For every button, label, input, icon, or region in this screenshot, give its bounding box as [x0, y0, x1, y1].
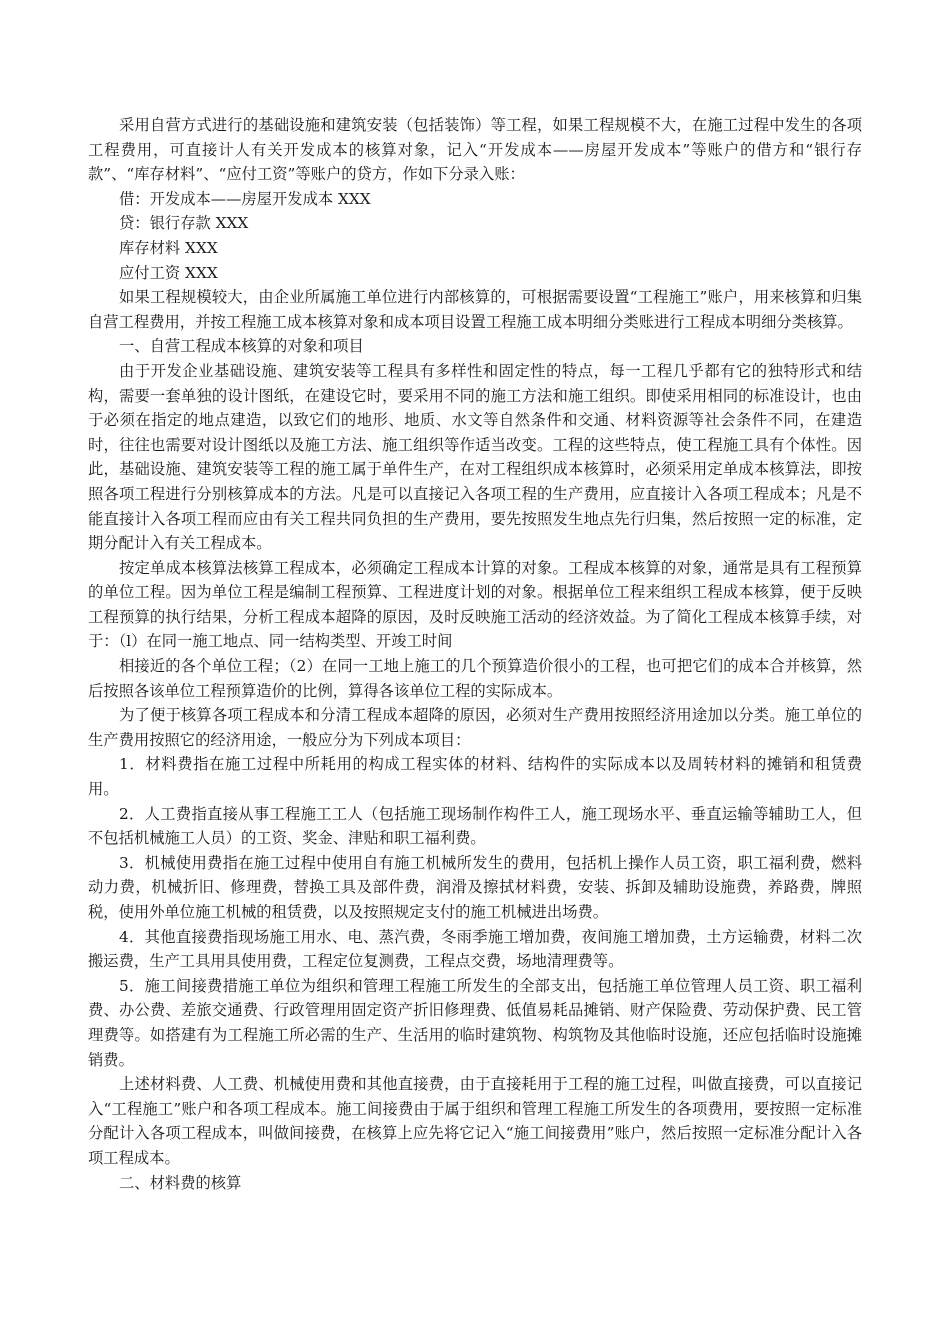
section-heading-1: 一、自营工程成本核算的对象和项目: [119, 337, 364, 356]
list-item-labor: 2．人工费指直接从事工程施工工人（包括施工现场制作构件工人，施工现场水平、垂直运输等辅助工人，但不包括机械施工人员）的工资、奖金、津贴和职工福利费。: [88, 804, 862, 848]
entry-debit: 借：开发成本——房屋开发成本 XXX: [119, 189, 371, 208]
paragraph-adjacent-units: 相接近的各个单位工程；（2）在同一工地上施工的几个预算造价很小的工程，也可把它们的成本合并核算，然后按照各该单位工程预算造价的比例，算得各该单位工程的实际成本。: [88, 657, 862, 700]
entry-credit-materials: 库存材料 XXX: [119, 238, 218, 257]
paragraph-order-costing: 按定单成本核算法核算工程成本，必须确定工程成本计算的对象。工程成本核算的对象，通常是具有工程预算的单位工程。因为单位工程是编制工程预算、工程进度计划的对象。根据单位工程来组织工程成本核算，便于反映工程预算的执行结果，分析工程成本超降的原因，及时反映施工活动的经济效益。为了简化工程成本核算手续，对于：（l）在同一施工地点、同一结构类型、开竣工时间: [88, 558, 862, 651]
section-heading-2: 二、材料费的核算: [119, 1173, 242, 1192]
paragraph-intro: 采用自营方式进行的基础设施和建筑安装（包括装饰）等工程，如果工程规模不大，在施工过程中发生的各项工程费用，可直接计人有关开发成本的核算对象，记入“开发成本——房屋开发成本”等账户的借方和“银行存款”、“库存材料”、“应付工资”等账户的贷方，作如下分录入账：: [88, 116, 862, 184]
list-item-other-direct: 4．其他直接费指现场施工用水、电、蒸汽费，冬雨季施工增加费，夜间施工增加费，土方运输费，材料二次搬运费，生产工具用具使用费，工程定位复测费，工程点交费，场地清理费等。: [88, 927, 862, 971]
paragraph-characteristics: 由于开发企业基础设施、建筑安装等工程具有多样性和固定性的特点，每一工程几乎都有它的独特形式和结构，需要一套单独的设计图纸，在建设它时，要采用不同的施工方法和施工组织。即使采用相同的标准设计，也由于必须在指定的地点建造，以致它们的地形、地质、水文等自然条件和交通、材料资源等社会条件不同，在建造时，往往也需要对设计图纸以及施工方法、施工组织等作适当改变。工程的这些特点，使工程施工具有个体性。因此，基础设施、建筑安装等工程的施工属于单件生产，在对工程组织成本核算时，必须采用定单成本核算法，即按照各项工程进行分别核算成本的方法。凡是可以直接记入各项工程的生产费用，应直接计入各项工程成本；凡是不能直接计入各项工程而应由有关工程共同负担的生产费用，要先按照发生地点先行归集，然后按照一定的标准，定期分配计入有关工程成本。: [88, 361, 862, 553]
paragraph-classification: 为了便于核算各项工程成本和分清工程成本超降的原因，必须对生产费用按照经济用途加以分类。施工单位的生产费用按照它的经济用途，一般应分为下列成本项目：: [88, 706, 862, 749]
list-item-machinery: 3．机械使用费指在施工过程中使用自有施工机械所发生的费用，包括机上操作人员工资，职工福利费，燃料动力费，机械折旧、修理费，替换工具及部件费，润滑及擦拭材料费，安装、拆卸及辅助设施费，养路费，牌照税，使用外单位施工机械的租赁费，以及按照规定支付的施工机械进出场费。: [88, 853, 862, 921]
entry-credit-bank: 贷：银行存款 XXX: [119, 214, 249, 233]
list-item-materials: 1．材料费指在施工过程中所耗用的构成工程实体的材料、结构件的实际成本以及周转材料的摊销和租赁费用。: [88, 755, 862, 799]
list-item-indirect: 5．施工间接费措施工单位为组织和管理工程施工所发生的全部支出，包括施工单位管理人员工资、职工福利费、办公费、差旅交通费、行政管理用固定资产折旧修理费、低值易耗品摊销、财产保险费、劳动保护费、民工管理费等。如搭建有为工程施工所必需的生产、生活用的临时建筑物、构筑物及其他临时设施，还应包括临时设施摊销费。: [88, 976, 862, 1069]
document-body: [88, 113, 862, 1195]
paragraph-summary: 上述材料费、人工费、机械使用费和其他直接费，由于直接耗用于工程的施工过程，叫做直接费，可以直接记入“工程施工”账户和各项工程成本。施工间接费由于属于组织和管理工程施工所发生的各项费用，要按照一定标准分配计入各项工程成本，叫做间接费，在核算上应先将它记入“施工间接费用”账户，然后按照一定标准分配计入各项工程成本。: [88, 1075, 862, 1167]
paragraph-large-scale: 如果工程规模较大，由企业所属施工单位进行内部核算的，可根据需要设置“工程施工”账户，用来核算和归集自营工程费用，并按工程施工成本核算对象和成本项目设置工程施工成本明细分类账进行工程成本明细分类核算。: [88, 288, 862, 331]
entry-credit-wages: 应付工资 XXX: [119, 263, 218, 282]
